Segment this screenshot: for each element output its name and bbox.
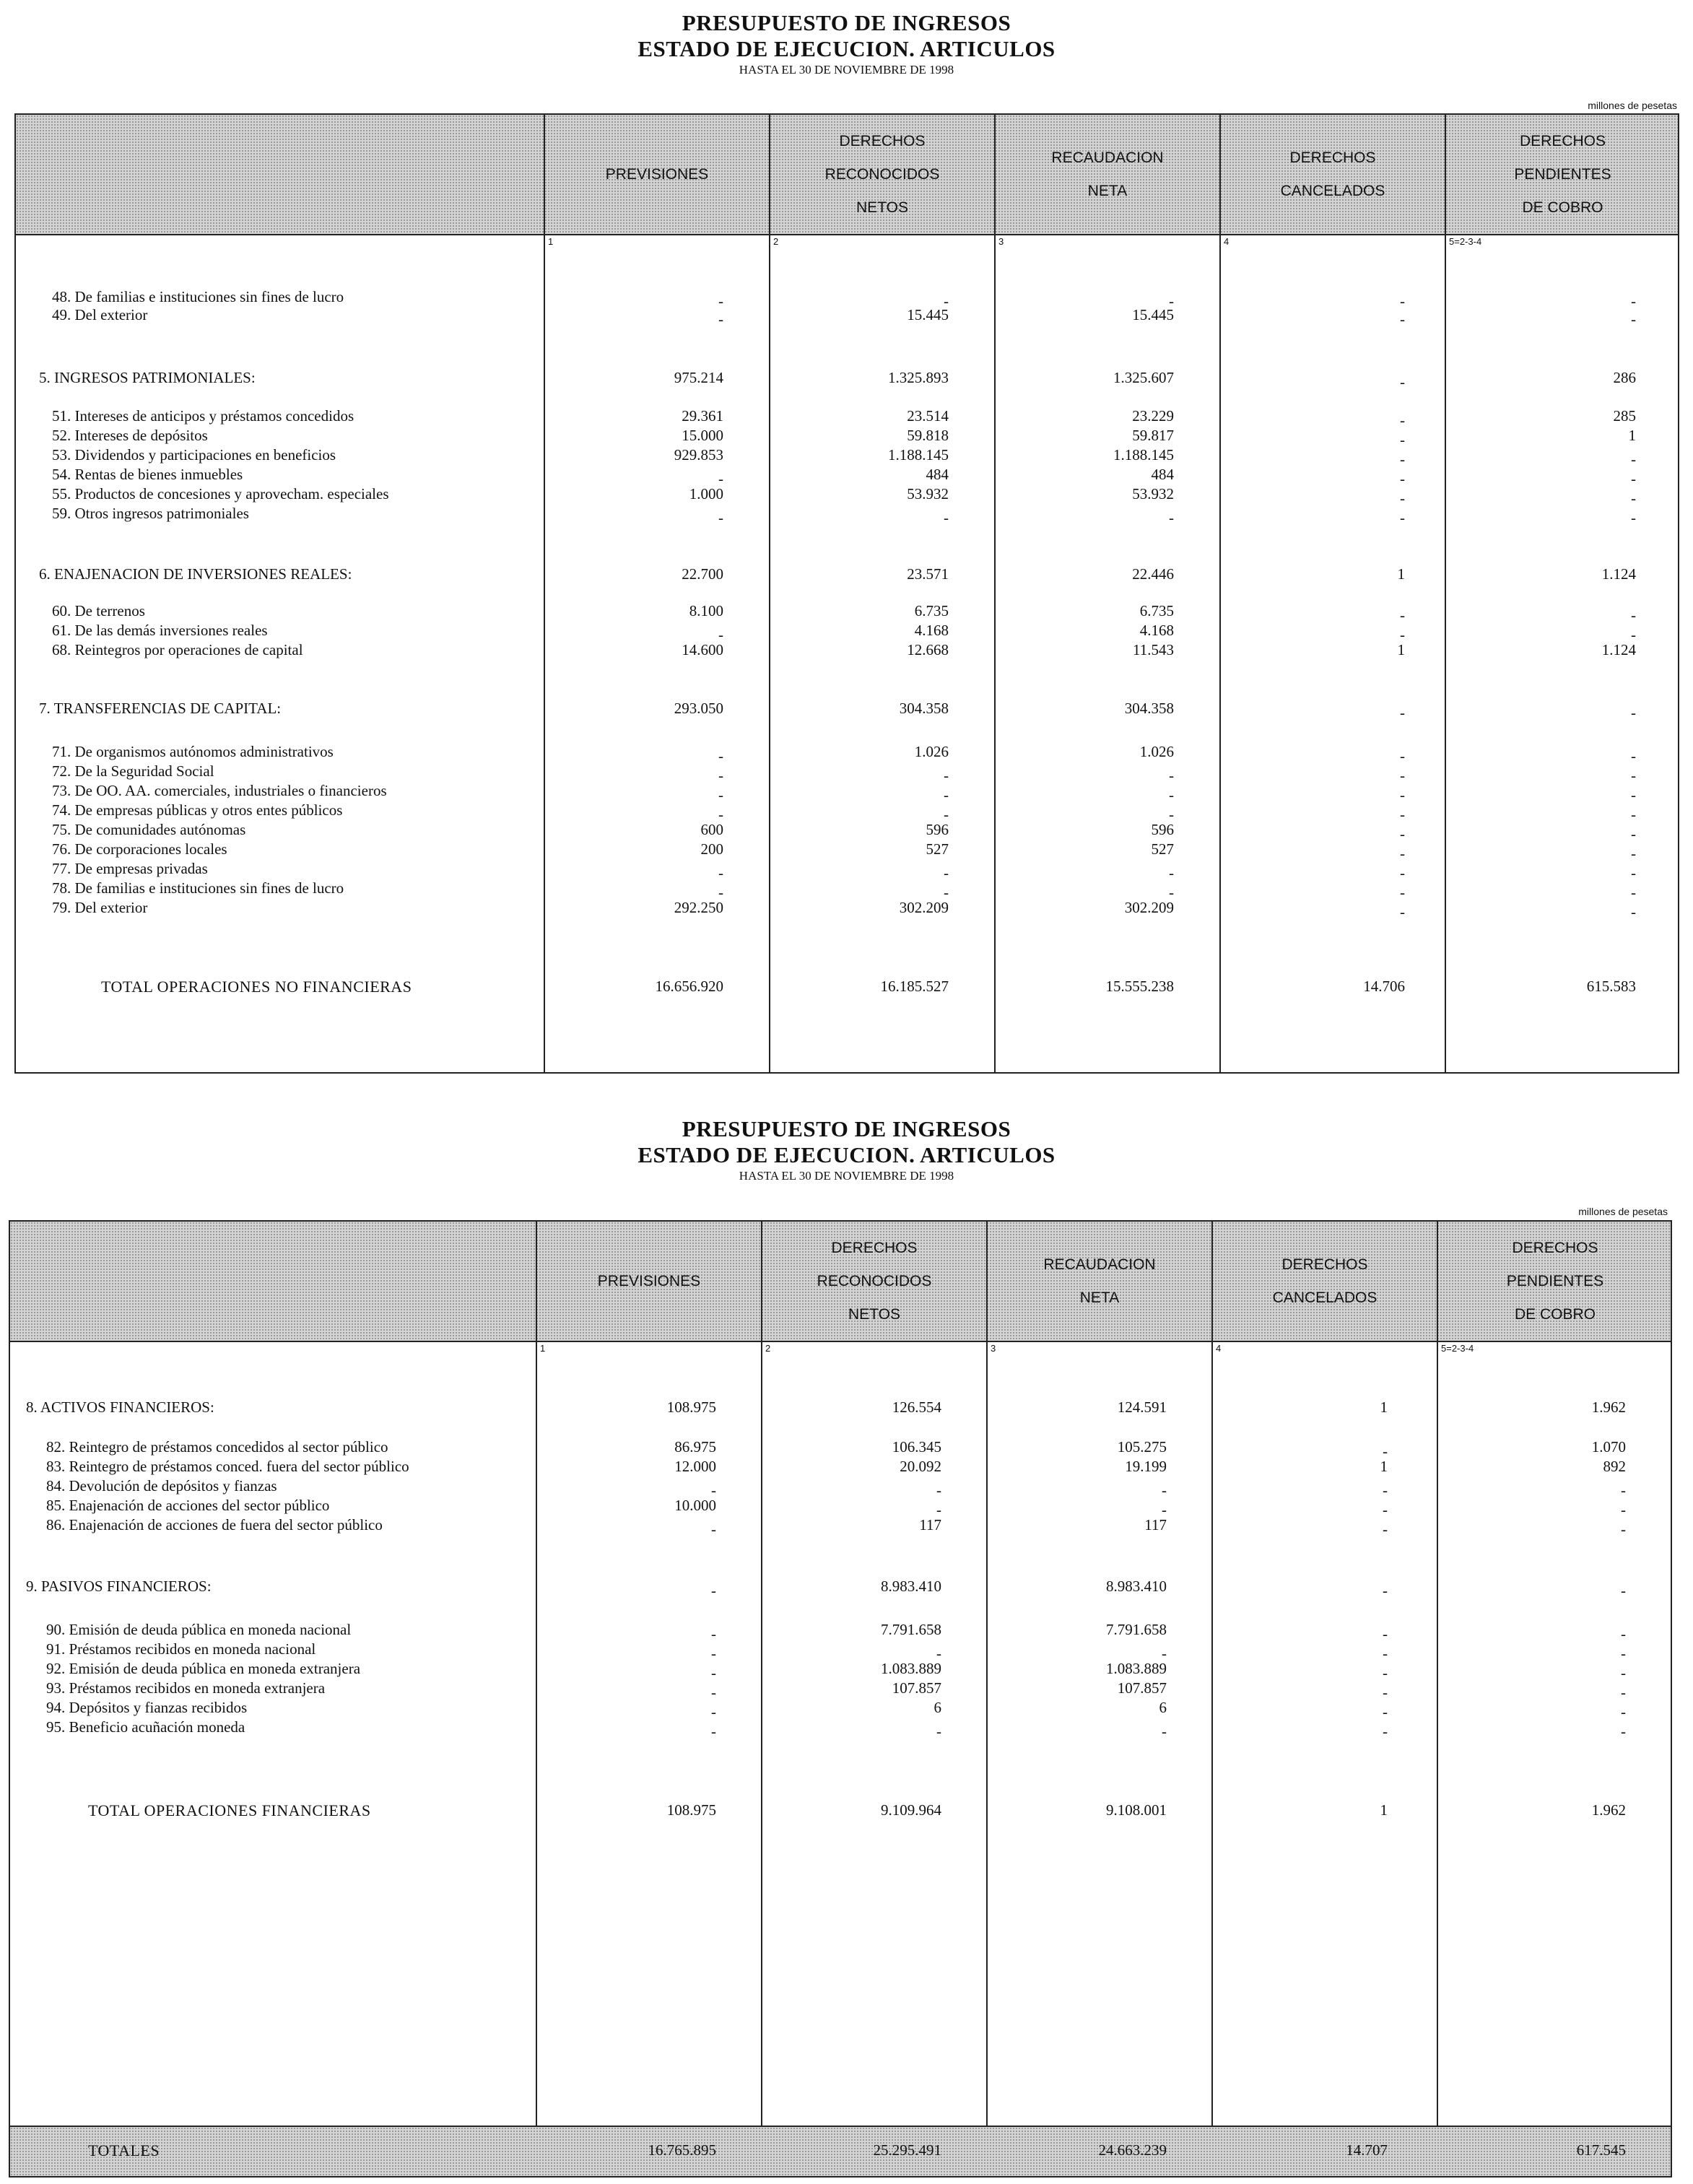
- cell-value: -: [1621, 1501, 1626, 1518]
- cell-value: -: [1400, 704, 1405, 721]
- row-label: 93. Préstamos recibidos en moneda extranjera: [46, 1679, 326, 1697]
- cell-value: -: [1400, 509, 1405, 526]
- cell-value: 1: [1380, 1458, 1388, 1475]
- cell-value: -: [718, 767, 723, 784]
- column-number: 4: [1216, 1343, 1222, 1354]
- cell-value: -: [718, 786, 723, 804]
- page-date: HASTA EL 30 DE NOVIEMBRE DE 1998: [739, 63, 954, 77]
- cell-value: 1.962: [1591, 1398, 1626, 1416]
- cell-value: -: [1400, 431, 1405, 448]
- cell-value: 15.555.238: [1105, 978, 1174, 995]
- cell-value: 304.358: [899, 700, 949, 717]
- cell-value: -: [1383, 1684, 1388, 1701]
- cell-value: -: [1631, 747, 1636, 765]
- page-date: HASTA EL 30 DE NOVIEMBRE DE 1998: [739, 1169, 954, 1183]
- row-label: 73. De OO. AA. comerciales, industriales o financieros: [52, 782, 387, 799]
- cell-value: 108.975: [666, 1398, 716, 1416]
- cell-value: 929.853: [674, 446, 723, 464]
- row-label: 9. PASIVOS FINANCIEROS:: [26, 1578, 212, 1595]
- cell-value: 975.214: [674, 369, 723, 386]
- cell-value: -: [1162, 1482, 1167, 1499]
- cell-value: 14.706: [1363, 978, 1405, 995]
- cell-value: -: [1400, 310, 1405, 328]
- cell-value: 12.668: [907, 641, 949, 658]
- cell-value: 596: [1151, 821, 1174, 838]
- cell-value: -: [1400, 490, 1405, 507]
- cell-value: 8.983.410: [881, 1578, 941, 1595]
- page-subtitle: ESTADO DE EJECUCION. ARTICULOS: [637, 1142, 1056, 1167]
- header-derechos-pendientes: DERECHOS PENDIENTES DE COBRO: [1514, 132, 1611, 216]
- cell-value: 8.983.410: [1106, 1578, 1167, 1595]
- cell-value: 53.932: [1132, 485, 1174, 503]
- cell-value: 126.554: [892, 1398, 941, 1416]
- cell-value: 12.000: [674, 1458, 716, 1475]
- header-derechos-pendientes: DERECHOS PENDIENTES DE COBRO: [1506, 1239, 1604, 1323]
- column-divider: [536, 1222, 537, 2176]
- cell-value: -: [944, 864, 949, 882]
- cell-value: 596: [926, 821, 949, 838]
- cell-value: 1.026: [914, 743, 949, 760]
- cell-value: -: [1631, 451, 1636, 468]
- column-number: 3: [991, 1343, 996, 1354]
- cell-value: -: [1631, 310, 1636, 328]
- column-divider: [986, 1222, 988, 2176]
- cell-value: -: [718, 470, 723, 487]
- cell-value: -: [1400, 767, 1405, 784]
- row-label: 55. Productos de concesiones y aprovecham. especiales: [52, 485, 389, 503]
- cell-value: 1: [1380, 1398, 1388, 1416]
- cell-value: -: [1400, 470, 1405, 487]
- cell-value: -: [1169, 767, 1174, 784]
- row-label: 75. De comunidades autónomas: [52, 821, 246, 838]
- cell-value: 6.735: [1139, 602, 1174, 619]
- cell-value: -: [1631, 825, 1636, 843]
- row-label: 76. De corporaciones locales: [52, 840, 227, 858]
- cell-value: -: [944, 767, 949, 784]
- cell-value: 285: [1613, 407, 1636, 425]
- row-label: 84. Devolución de depósitos y fianzas: [46, 1477, 277, 1495]
- row-label: 92. Emisión de deuda pública en moneda extranjera: [46, 1660, 361, 1677]
- cell-value: -: [711, 1723, 716, 1740]
- cell-value: -: [1621, 1664, 1626, 1681]
- section-1-titles: [0, 10, 1693, 78]
- cell-value: -: [1400, 606, 1405, 624]
- cell-value: 302.209: [899, 899, 949, 916]
- cell-value: -: [1169, 786, 1174, 804]
- row-label: 91. Préstamos recibidos en moneda nacional: [46, 1640, 316, 1658]
- cell-value: 9.108.001: [1106, 1801, 1167, 1819]
- cell-value: -: [711, 1482, 716, 1499]
- cell-value: 1.325.893: [888, 369, 949, 386]
- row-label: 72. De la Seguridad Social: [52, 762, 214, 780]
- column-number: 5=2-3-4: [1441, 1343, 1474, 1354]
- cell-value: -: [1631, 704, 1636, 721]
- cell-value: -: [718, 292, 723, 310]
- grand-total-value: 617.545: [1576, 2141, 1626, 2159]
- cell-value: 107.857: [1117, 1679, 1167, 1697]
- column-number: 5=2-3-4: [1449, 236, 1482, 247]
- cell-value: 10.000: [674, 1497, 716, 1514]
- cell-value: 1.083.889: [881, 1660, 941, 1677]
- cell-value: -: [711, 1625, 716, 1643]
- cell-value: -: [1621, 1703, 1626, 1720]
- row-label: TOTAL OPERACIONES FINANCIERAS: [88, 1801, 371, 1819]
- cell-value: -: [1169, 292, 1174, 310]
- cell-value: 53.932: [907, 485, 949, 503]
- cell-value: -: [1631, 470, 1636, 487]
- row-label: 51. Intereses de anticipos y préstamos concedidos: [52, 407, 354, 425]
- cell-value: 86.975: [674, 1438, 716, 1456]
- cell-value: -: [1383, 1443, 1388, 1460]
- cell-value: -: [718, 747, 723, 765]
- cell-value: 6: [1159, 1699, 1167, 1716]
- cell-value: -: [1400, 373, 1405, 391]
- cell-value: 1.962: [1591, 1801, 1626, 1819]
- cell-value: -: [1400, 292, 1405, 310]
- header-previsiones: PREVISIONES: [597, 1272, 701, 1289]
- cell-value: 11.543: [1133, 641, 1174, 658]
- column-divider: [544, 115, 545, 1072]
- column-number: 4: [1224, 236, 1230, 247]
- cell-value: 107.857: [892, 1679, 941, 1697]
- cell-value: 1.026: [1139, 743, 1174, 760]
- page-subtitle: ESTADO DE EJECUCION. ARTICULOS: [637, 36, 1056, 61]
- cell-value: 1.083.889: [1106, 1660, 1167, 1677]
- column-number: 2: [765, 1343, 771, 1354]
- row-label: 68. Reintegros por operaciones de capital: [52, 641, 303, 658]
- cell-value: -: [1169, 864, 1174, 882]
- cell-value: -: [718, 884, 723, 901]
- row-label: 49. Del exterior: [52, 306, 148, 323]
- row-label: 60. De terrenos: [52, 602, 145, 619]
- cell-value: -: [1383, 1703, 1388, 1720]
- cell-value: 1.070: [1591, 1438, 1626, 1456]
- cell-value: -: [1621, 1723, 1626, 1740]
- column-divider: [761, 1222, 762, 2176]
- cell-value: -: [1400, 747, 1405, 765]
- cell-value: 302.209: [1124, 899, 1174, 916]
- cell-value: -: [1631, 884, 1636, 901]
- cell-value: -: [711, 1520, 716, 1538]
- row-label: 85. Enajenación de acciones del sector público: [46, 1497, 330, 1514]
- row-label: 79. Del exterior: [52, 899, 148, 916]
- header-derechos-cancelados: DERECHOS CANCELADOS: [1280, 149, 1385, 199]
- cell-value: 124.591: [1117, 1398, 1167, 1416]
- row-label: 83. Reintegro de préstamos conced. fuera del sector público: [46, 1458, 409, 1475]
- row-label: 71. De organismos autónomos administrativos: [52, 743, 334, 760]
- grand-total-row: [10, 2126, 1671, 2176]
- cell-value: 7.791.658: [1106, 1621, 1167, 1638]
- cell-value: 4.168: [914, 622, 949, 639]
- cell-value: -: [944, 884, 949, 901]
- cell-value: 1: [1380, 1801, 1388, 1819]
- cell-value: -: [1621, 1582, 1626, 1599]
- cell-value: -: [711, 1645, 716, 1662]
- column-divider: [769, 115, 770, 1072]
- cell-value: -: [944, 292, 949, 310]
- column-divider: [994, 115, 996, 1072]
- row-label: 61. De las demás inversiones reales: [52, 622, 268, 639]
- cell-value: -: [1631, 903, 1636, 921]
- row-label: 59. Otros ingresos patrimoniales: [52, 505, 249, 522]
- cell-value: 293.050: [674, 700, 723, 717]
- cell-value: 22.446: [1132, 565, 1174, 583]
- row-label: 52. Intereses de depósitos: [52, 427, 208, 444]
- cell-value: 22.700: [682, 565, 723, 583]
- cell-value: -: [936, 1645, 941, 1662]
- row-label: 82. Reintegro de préstamos concedidos al sector público: [46, 1438, 388, 1456]
- cell-value: 117: [1144, 1516, 1167, 1533]
- cell-value: 1.000: [689, 485, 723, 503]
- cell-value: 19.199: [1125, 1458, 1167, 1475]
- column-divider: [1437, 1222, 1438, 2176]
- cell-value: 7.791.658: [881, 1621, 941, 1638]
- cell-value: -: [936, 1501, 941, 1518]
- cell-value: -: [936, 1482, 941, 1499]
- cell-value: -: [1400, 806, 1405, 823]
- grand-total-value: 25.295.491: [873, 2141, 941, 2159]
- cell-value: -: [1400, 626, 1405, 643]
- cell-value: -: [1631, 490, 1636, 507]
- cell-value: -: [1383, 1520, 1388, 1538]
- row-label: 90. Emisión de deuda pública en moneda nacional: [46, 1621, 352, 1638]
- grand-total-value: 24.663.239: [1098, 2141, 1167, 2159]
- cell-value: -: [1621, 1482, 1626, 1499]
- row-label: 7. TRANSFERENCIAS DE CAPITAL:: [39, 700, 282, 717]
- column-number: 2: [773, 236, 779, 247]
- page-title: PRESUPUESTO DE INGRESOS: [682, 1116, 1011, 1141]
- header-recaudacion: RECAUDACION NETA: [1051, 149, 1164, 199]
- cell-value: 615.583: [1586, 978, 1636, 995]
- cell-value: -: [1631, 626, 1636, 643]
- cell-value: -: [1383, 1723, 1388, 1740]
- header-derechos-cancelados: DERECHOS CANCELADOS: [1272, 1256, 1378, 1306]
- row-label: TOTAL OPERACIONES NO FINANCIERAS: [101, 978, 412, 996]
- cell-value: -: [1400, 903, 1405, 921]
- cell-value: -: [1383, 1501, 1388, 1518]
- row-label: 54. Rentas de bienes inmuebles: [52, 466, 243, 483]
- cell-value: -: [1162, 1501, 1167, 1518]
- cell-value: -: [711, 1703, 716, 1720]
- section-2-titles: [0, 1116, 1693, 1184]
- cell-value: -: [944, 509, 949, 526]
- cell-value: -: [944, 786, 949, 804]
- column-divider: [1211, 1222, 1213, 2176]
- cell-value: 304.358: [1124, 700, 1174, 717]
- cell-value: -: [711, 1684, 716, 1701]
- units-label: millones de pesetas: [1588, 100, 1677, 111]
- row-label: 94. Depósitos y fianzas recibidos: [46, 1699, 248, 1716]
- cell-value: 105.275: [1117, 1438, 1167, 1456]
- column-number: 1: [540, 1343, 546, 1354]
- cell-value: 286: [1613, 369, 1636, 386]
- cell-value: -: [718, 310, 723, 328]
- cell-value: -: [1400, 845, 1405, 862]
- grand-total-value: 16.765.895: [648, 2141, 716, 2159]
- cell-value: 1.124: [1601, 565, 1636, 583]
- cell-value: -: [1631, 786, 1636, 804]
- cell-value: -: [1162, 1723, 1167, 1740]
- grand-total-value: 14.707: [1346, 2141, 1388, 2159]
- cell-value: -: [1400, 451, 1405, 468]
- cell-value: 6.735: [914, 602, 949, 619]
- cell-value: -: [1631, 292, 1636, 310]
- cell-value: -: [1621, 1645, 1626, 1662]
- header-derechos-reconocidos: DERECHOS RECONOCIDOS NETOS: [824, 132, 940, 216]
- cell-value: -: [1169, 884, 1174, 901]
- row-label: 8. ACTIVOS FINANCIEROS:: [26, 1398, 214, 1416]
- cell-value: 292.250: [674, 899, 723, 916]
- cell-value: -: [1631, 864, 1636, 882]
- cell-value: 527: [926, 840, 949, 858]
- cell-value: 8.100: [689, 602, 723, 619]
- units-label: millones de pesetas: [1578, 1206, 1668, 1217]
- cell-value: 14.600: [682, 641, 723, 658]
- cell-value: 106.345: [892, 1438, 941, 1456]
- cell-value: 892: [1603, 1458, 1626, 1475]
- column-divider: [1219, 115, 1221, 1072]
- cell-value: 1.124: [1601, 641, 1636, 658]
- row-label: 6. ENAJENACION DE INVERSIONES REALES:: [39, 565, 352, 583]
- execution-table-1: [14, 113, 1679, 1074]
- cell-value: 1.188.145: [1113, 446, 1174, 464]
- cell-value: -: [1383, 1582, 1388, 1599]
- cell-value: 9.109.964: [881, 1801, 941, 1819]
- cell-value: 15.000: [682, 427, 723, 444]
- cell-value: 23.571: [907, 565, 949, 583]
- cell-value: 527: [1151, 840, 1174, 858]
- cell-value: -: [1169, 806, 1174, 823]
- cell-value: -: [1400, 825, 1405, 843]
- cell-value: 15.445: [907, 306, 949, 323]
- cell-value: -: [718, 806, 723, 823]
- row-label: 74. De empresas públicas y otros entes públicos: [52, 801, 343, 819]
- cell-value: 1: [1397, 565, 1405, 583]
- cell-value: 59.818: [907, 427, 949, 444]
- cell-value: 20.092: [900, 1458, 941, 1475]
- column-number: 3: [998, 236, 1004, 247]
- cell-value: -: [1383, 1482, 1388, 1499]
- header-previsiones: PREVISIONES: [605, 165, 709, 183]
- page-title: PRESUPUESTO DE INGRESOS: [682, 10, 1011, 35]
- cell-value: 484: [1151, 466, 1174, 483]
- cell-value: -: [1621, 1625, 1626, 1643]
- cell-value: 117: [919, 1516, 941, 1533]
- cell-value: 1.188.145: [888, 446, 949, 464]
- cell-value: -: [1621, 1684, 1626, 1701]
- row-label: 95. Beneficio acuñación moneda: [46, 1718, 245, 1736]
- cell-value: 16.185.527: [880, 978, 949, 995]
- cell-value: 108.975: [666, 1801, 716, 1819]
- cell-value: 29.361: [682, 407, 723, 425]
- cell-value: -: [936, 1723, 941, 1740]
- cell-value: -: [1383, 1645, 1388, 1662]
- cell-value: 1: [1397, 641, 1405, 658]
- cell-value: 4.168: [1139, 622, 1174, 639]
- cell-value: -: [1162, 1645, 1167, 1662]
- cell-value: -: [1400, 412, 1405, 429]
- row-label: 77. De empresas privadas: [52, 860, 208, 877]
- cell-value: -: [1631, 845, 1636, 862]
- cell-value: -: [1631, 806, 1636, 823]
- column-divider: [1445, 115, 1446, 1072]
- cell-value: 1: [1628, 427, 1636, 444]
- cell-value: 59.817: [1132, 427, 1174, 444]
- cell-value: 1.325.607: [1113, 369, 1174, 386]
- row-label: 53. Dividendos y participaciones en beneficios: [52, 446, 336, 464]
- cell-value: -: [1383, 1625, 1388, 1643]
- header-derechos-reconocidos: DERECHOS RECONOCIDOS NETOS: [817, 1239, 932, 1323]
- cell-value: 484: [926, 466, 949, 483]
- cell-value: 6: [933, 1699, 941, 1716]
- cell-value: -: [1631, 606, 1636, 624]
- grand-total-label: TOTALES: [88, 2141, 160, 2159]
- header-recaudacion: RECAUDACION NETA: [1043, 1256, 1156, 1306]
- cell-value: -: [1400, 884, 1405, 901]
- row-label: 48. De familias e instituciones sin fines de lucro: [52, 288, 344, 305]
- cell-value: -: [1400, 864, 1405, 882]
- cell-value: 600: [700, 821, 723, 838]
- cell-value: -: [718, 509, 723, 526]
- cell-value: -: [1631, 509, 1636, 526]
- column-number: 1: [548, 236, 554, 247]
- cell-value: -: [1631, 767, 1636, 784]
- row-label: 86. Enajenación de acciones de fuera del sector público: [46, 1516, 383, 1533]
- cell-value: 16.656.920: [655, 978, 723, 995]
- row-label: 5. INGRESOS PATRIMONIALES:: [39, 369, 256, 386]
- cell-value: -: [711, 1582, 716, 1599]
- cell-value: 200: [700, 840, 723, 858]
- row-label: 78. De familias e instituciones sin fines de lucro: [52, 879, 344, 897]
- cell-value: 15.445: [1132, 306, 1174, 323]
- execution-table-2: [9, 1220, 1672, 2178]
- cell-value: -: [718, 864, 723, 882]
- cell-value: 23.514: [907, 407, 949, 425]
- cell-value: -: [718, 626, 723, 643]
- cell-value: -: [1400, 786, 1405, 804]
- cell-value: -: [1169, 509, 1174, 526]
- cell-value: -: [944, 806, 949, 823]
- cell-value: -: [1383, 1664, 1388, 1681]
- cell-value: -: [711, 1664, 716, 1681]
- cell-value: -: [1621, 1520, 1626, 1538]
- cell-value: 23.229: [1132, 407, 1174, 425]
